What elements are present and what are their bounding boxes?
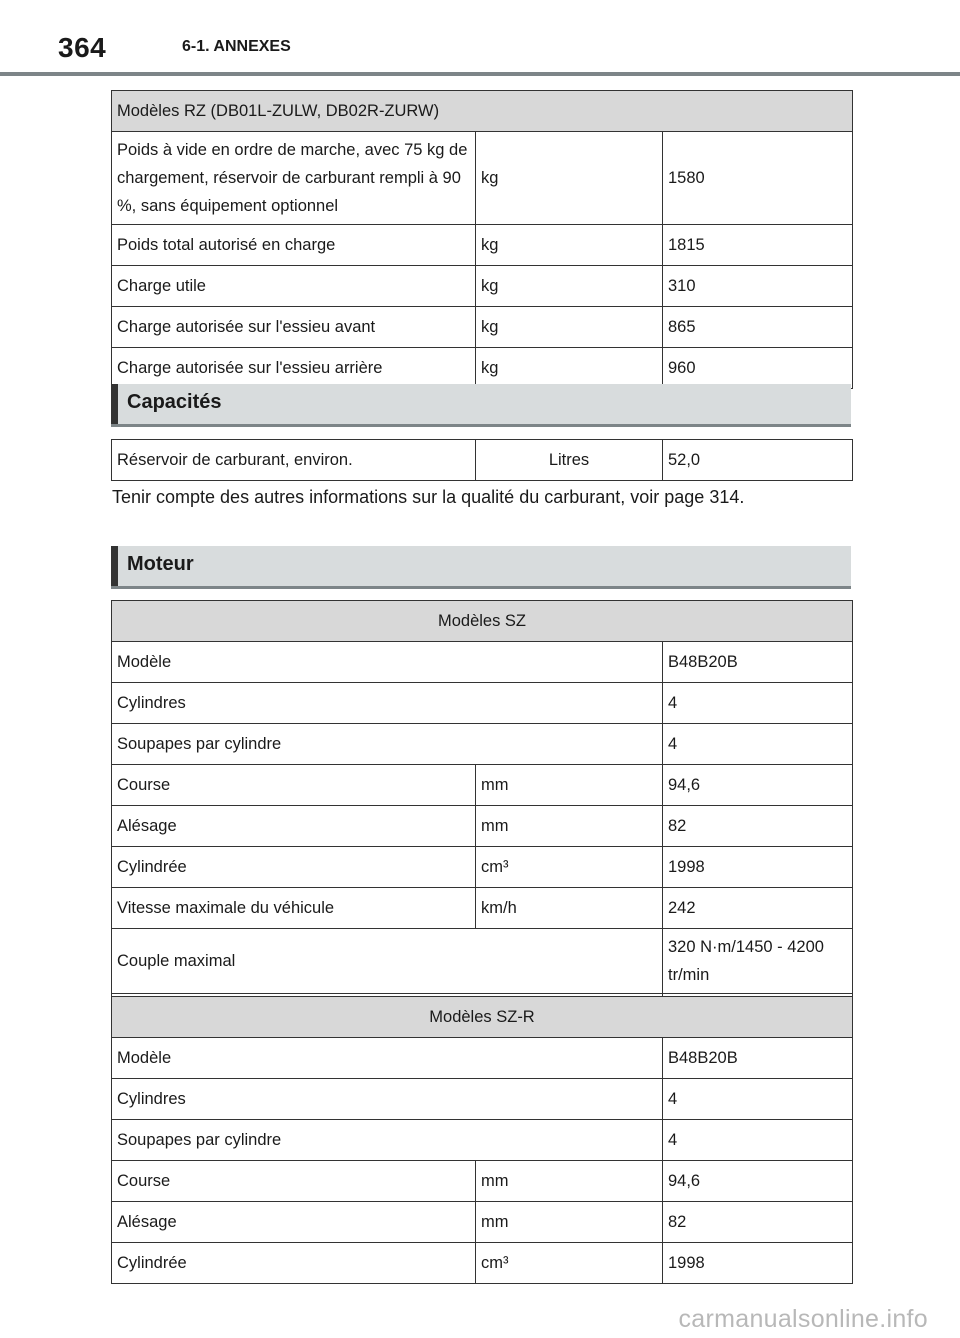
- engine-sz-table: [111, 600, 853, 1035]
- row-label: Course: [112, 1161, 476, 1202]
- row-unit: mm: [476, 765, 663, 806]
- section-heading-engine: [111, 546, 851, 586]
- table-row: [112, 348, 853, 389]
- table-header-row: [112, 601, 853, 642]
- table-row: [112, 806, 853, 847]
- section-title: 6-1. ANNEXES: [182, 38, 291, 55]
- row-unit: kg: [476, 348, 663, 389]
- row-unit: kg: [476, 266, 663, 307]
- row-label: Charge autorisée sur l'essieu avant: [112, 307, 476, 348]
- row-unit: cm³: [476, 847, 663, 888]
- table-header: Modèles SZ-R: [112, 997, 853, 1038]
- fuel-quality-note: Tenir compte des autres informations sur la qualité du carburant, voir page 314.: [112, 487, 745, 507]
- row-value: 960: [663, 348, 853, 389]
- table-row: [112, 1038, 853, 1079]
- engine-szr-table: [111, 996, 853, 1284]
- row-value: 242: [663, 888, 853, 929]
- row-value: 52,0: [663, 440, 853, 481]
- row-unit: Litres: [476, 440, 663, 481]
- table-header: Modèles SZ: [112, 601, 853, 642]
- heading-accent-bar: [111, 546, 118, 586]
- table-row: [112, 1079, 853, 1120]
- heading-accent-bar: [111, 384, 118, 424]
- row-unit: km/h: [476, 888, 663, 929]
- section-heading-capacities: [111, 384, 851, 424]
- row-label: Cylindres: [112, 1079, 663, 1120]
- row-value: 82: [663, 806, 853, 847]
- heading-underline: [111, 586, 851, 589]
- row-label: Alésage: [112, 1202, 476, 1243]
- table-header-row: [112, 997, 853, 1038]
- row-value: 865: [663, 307, 853, 348]
- row-value: 1815: [663, 225, 853, 266]
- row-value: B48B20B: [663, 642, 853, 683]
- row-label: Couple maximal: [112, 929, 663, 994]
- row-value: 310: [663, 266, 853, 307]
- table-row: [112, 642, 853, 683]
- heading-text: Capacités: [127, 391, 222, 413]
- row-label: Modèle: [112, 642, 663, 683]
- row-label: Charge utile: [112, 266, 476, 307]
- table-row: [112, 266, 853, 307]
- table-row: [112, 225, 853, 266]
- row-value: 4: [663, 1120, 853, 1161]
- table-row: [112, 724, 853, 765]
- table-header: Modèles RZ (DB01L-ZULW, DB02R-ZURW): [112, 91, 853, 132]
- table-row: [112, 1161, 853, 1202]
- row-value: 82: [663, 1202, 853, 1243]
- table-row: [112, 307, 853, 348]
- page-number: 364: [58, 32, 107, 63]
- row-unit: kg: [476, 225, 663, 266]
- table-row: [112, 765, 853, 806]
- row-value: 320 N·m/1450 - 4200 tr/min: [663, 929, 853, 994]
- row-label: Poids à vide en ordre de marche, avec 75 kg de chargement, réservoir de carburant rempli à 90 %, sans équipement optionnel: [112, 132, 476, 225]
- table-row: [112, 1202, 853, 1243]
- row-label: Cylindres: [112, 683, 663, 724]
- table-row: [112, 1243, 853, 1284]
- row-label: Réservoir de carburant, environ.: [112, 440, 476, 481]
- row-label: Charge autorisée sur l'essieu arrière: [112, 348, 476, 389]
- table-row: [112, 1120, 853, 1161]
- table-row: [112, 132, 853, 225]
- row-label: Soupapes par cylindre: [112, 1120, 663, 1161]
- row-value: 1998: [663, 1243, 853, 1284]
- row-value: 94,6: [663, 1161, 853, 1202]
- watermark-link[interactable]: carmanualsonline.info: [678, 1305, 928, 1333]
- row-label: Course: [112, 765, 476, 806]
- capacities-table: [111, 439, 853, 481]
- row-unit: mm: [476, 1202, 663, 1243]
- row-unit: mm: [476, 1161, 663, 1202]
- row-value: 4: [663, 683, 853, 724]
- row-value: 1998: [663, 847, 853, 888]
- row-label: Soupapes par cylindre: [112, 724, 663, 765]
- row-value: 4: [663, 1079, 853, 1120]
- table-row: [112, 683, 853, 724]
- row-unit: kg: [476, 132, 663, 225]
- table-row: [112, 440, 853, 481]
- table-row: [112, 888, 853, 929]
- row-label: Poids total autorisé en charge: [112, 225, 476, 266]
- row-value: 1580: [663, 132, 853, 225]
- row-unit: cm³: [476, 1243, 663, 1284]
- table-header-row: [112, 91, 853, 132]
- row-label: Cylindrée: [112, 1243, 476, 1284]
- header-divider: [0, 72, 960, 76]
- row-unit: kg: [476, 307, 663, 348]
- row-label: Alésage: [112, 806, 476, 847]
- table-row: [112, 847, 853, 888]
- row-value: 4: [663, 724, 853, 765]
- row-value: 94,6: [663, 765, 853, 806]
- row-label: Modèle: [112, 1038, 663, 1079]
- weights-table: [111, 90, 853, 389]
- page-header: [0, 0, 960, 76]
- table-row: [112, 929, 853, 994]
- heading-underline: [111, 424, 851, 427]
- row-unit: mm: [476, 806, 663, 847]
- row-label: Cylindrée: [112, 847, 476, 888]
- row-label: Vitesse maximale du véhicule: [112, 888, 476, 929]
- heading-text: Moteur: [127, 553, 194, 575]
- row-value: B48B20B: [663, 1038, 853, 1079]
